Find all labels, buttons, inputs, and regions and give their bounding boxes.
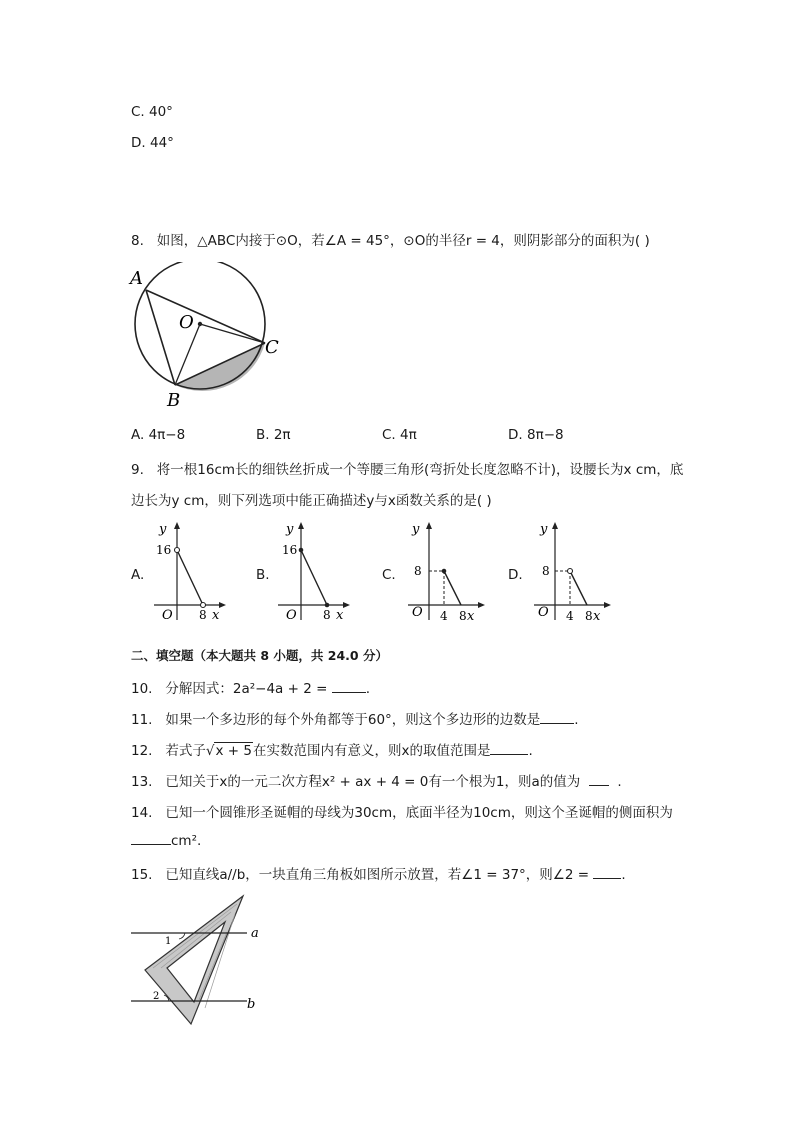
q9-graph-d-origin: O bbox=[538, 605, 549, 620]
q12 bbox=[131, 739, 533, 759]
q14-unit: cm². bbox=[171, 833, 202, 849]
q15-number: 15. bbox=[131, 867, 153, 883]
q8-option-d: D. 8π−8 bbox=[508, 427, 564, 443]
q15-label-b: b bbox=[247, 997, 256, 1012]
q14-line2 bbox=[131, 832, 201, 849]
q8-label-b: B bbox=[167, 390, 181, 411]
q8-label-o: O bbox=[179, 312, 194, 333]
q9-graph-a-letter: A. bbox=[131, 567, 145, 583]
q9-graph-d-xlabel: x bbox=[593, 609, 601, 624]
q9-graph-b-ytick: 16 bbox=[282, 543, 298, 557]
q7-option-c: C. 40° bbox=[131, 104, 173, 120]
q14-answer-blank[interactable] bbox=[131, 832, 171, 845]
q14-text: 已知一个圆锥形圣诞帽的母线为30cm，底面半径为10cm，则这个圣诞帽的侧面积为 bbox=[165, 805, 673, 821]
q9-graph-a-ytick: 16 bbox=[156, 543, 172, 557]
q10-text: 分解因式：2a²−4a + 2 = bbox=[165, 681, 332, 697]
q13-text: 已知关于x的一元二次方程x² + ax + 4 = 0有一个根为1，则a的值为 bbox=[165, 774, 581, 790]
q8-number: 8. bbox=[131, 233, 144, 249]
q15-answer-blank[interactable] bbox=[593, 866, 621, 879]
q8-side-ac bbox=[146, 290, 265, 343]
q9-graph-d-xtick2: 8 bbox=[585, 609, 593, 623]
q12-answer-blank[interactable] bbox=[490, 742, 528, 755]
q8-stem bbox=[131, 229, 650, 249]
q15-text: 已知直线a//b，一块直角三角板如图所示放置，若∠1 = 37°，则∠2 = bbox=[165, 867, 594, 883]
q12-number: 12. bbox=[131, 743, 153, 759]
q8-side-ab bbox=[146, 290, 175, 385]
q8-option-c: C. 4π bbox=[382, 427, 417, 443]
q15-label-2: 2 bbox=[153, 991, 160, 1002]
q15 bbox=[131, 863, 626, 883]
q9-graph-d-open-point bbox=[568, 569, 573, 574]
q10-end: . bbox=[365, 681, 370, 697]
q9-graph-b-origin: O bbox=[286, 608, 297, 623]
q14-number: 14. bbox=[131, 805, 153, 821]
q9-graph-c-xtick2: 8 bbox=[459, 609, 467, 623]
q11-number: 11. bbox=[131, 712, 153, 728]
q15-angle-1-arc bbox=[179, 933, 185, 939]
q9-graph-b-xtick: 8 bbox=[323, 608, 331, 622]
q10-answer-blank[interactable] bbox=[332, 680, 366, 693]
q12-sqrt-content: x + 5 bbox=[215, 743, 252, 759]
q9-graph-a-xtick: 8 bbox=[199, 608, 207, 622]
q7-option-d: D. 44° bbox=[131, 135, 174, 151]
q15-triangle-figure bbox=[127, 892, 272, 1027]
q15-end: . bbox=[621, 867, 626, 883]
q12-sqrt-sign: √ bbox=[205, 743, 215, 759]
q15-label-1: 1 bbox=[165, 936, 172, 947]
q13-end: . bbox=[617, 774, 622, 790]
q9-graph-a-ylabel: y bbox=[159, 522, 167, 537]
q9-graph-a-xlabel: x bbox=[212, 608, 220, 623]
q9-graph-c-point bbox=[442, 569, 447, 574]
q15-set-square bbox=[145, 896, 243, 1024]
q11 bbox=[131, 708, 579, 728]
q9-graph-c-origin: O bbox=[412, 605, 423, 620]
q8-radius-oc bbox=[200, 324, 265, 343]
q9-graph-c-ylabel: y bbox=[412, 522, 420, 537]
q13 bbox=[131, 770, 622, 790]
q8-text: 如图，△ABC内接于⊙O，若∠A = 45°，⊙O的半径r = 4，则阴影部分的面积为( ) bbox=[156, 233, 650, 249]
q14-line1 bbox=[131, 801, 673, 821]
q9-graph-a-origin: O bbox=[162, 608, 173, 623]
q9-graph-a bbox=[150, 520, 230, 625]
q8-shaded-segment bbox=[175, 343, 265, 391]
q9-stem-line2: 边长为y cm，则下列选项中能正确描述y与x函数关系的是( ) bbox=[131, 493, 492, 509]
q9-graph-b-ylabel: y bbox=[286, 522, 294, 537]
q9-graph-c-ytick: 8 bbox=[414, 564, 422, 578]
q8-circle-figure bbox=[127, 262, 287, 412]
q10-number: 10. bbox=[131, 681, 153, 697]
q9-graph-b-solid-point-2 bbox=[325, 603, 330, 608]
q9-graph-c-xlabel: x bbox=[467, 609, 475, 624]
q15-label-a: a bbox=[251, 926, 259, 941]
q9-graph-b-solid-point bbox=[299, 548, 304, 553]
q11-text: 如果一个多边形的每个外角都等于60°，则这个多边形的边数是 bbox=[165, 712, 541, 728]
q9-graph-d-ylabel: y bbox=[540, 522, 548, 537]
q9-graph-b-letter: B. bbox=[256, 567, 270, 583]
q9-text-line1: 将一根16cm长的细铁丝折成一个等腰三角形(弯折处长度忽略不计)，设腰长为x cm，底 bbox=[156, 462, 684, 478]
q9-graph-b-xlabel: x bbox=[336, 608, 344, 623]
q9-graph-d-xtick1: 4 bbox=[566, 609, 574, 623]
q12-end: . bbox=[528, 743, 533, 759]
q9-graph-c-line bbox=[444, 571, 461, 605]
q9-graph-c-xtick1: 4 bbox=[440, 609, 448, 623]
q9-graph-d bbox=[530, 520, 615, 625]
q9-stem-line1 bbox=[131, 458, 683, 478]
q9-graph-a-open-point bbox=[175, 548, 180, 553]
q12-text-after: 在实数范围内有意义，则x的取值范围是 bbox=[252, 743, 491, 759]
q13-number: 13. bbox=[131, 774, 153, 790]
q8-label-a: A bbox=[130, 268, 143, 289]
q9-graph-c-letter: C. bbox=[382, 567, 396, 583]
q9-graph-c bbox=[404, 520, 489, 625]
q9-graph-d-line bbox=[570, 571, 587, 605]
q9-graph-d-letter: D. bbox=[508, 567, 523, 583]
q9-number: 9. bbox=[131, 462, 144, 478]
q8-option-b: B. 2π bbox=[256, 427, 291, 443]
q8-option-a: A. 4π−8 bbox=[131, 427, 186, 443]
q12-text-before: 若式子 bbox=[165, 743, 206, 759]
q9-graph-b bbox=[274, 520, 354, 625]
q8-center-point bbox=[198, 322, 202, 326]
q11-end: . bbox=[574, 712, 579, 728]
q9-graph-d-ytick: 8 bbox=[542, 564, 550, 578]
q8-label-c: C bbox=[265, 337, 279, 358]
q9-graph-a-line bbox=[177, 550, 203, 605]
q9-graph-a-open-point-2 bbox=[201, 603, 206, 608]
q13-answer-blank[interactable] bbox=[589, 773, 609, 786]
section-2-title: 二、填空题（本大题共 8 小题，共 24.0 分） bbox=[131, 648, 388, 663]
q11-answer-blank[interactable] bbox=[540, 711, 574, 724]
q9-graph-b-line bbox=[301, 550, 327, 605]
q10 bbox=[131, 677, 370, 697]
